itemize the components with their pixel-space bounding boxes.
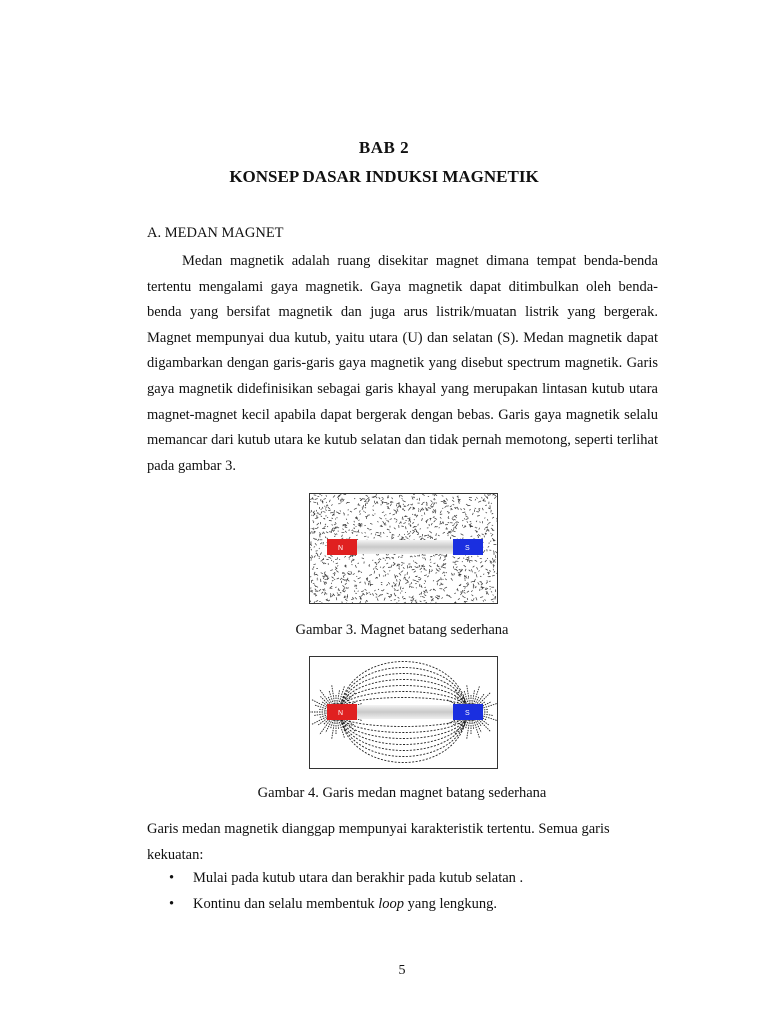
bullet-icon: • [169,895,175,912]
list-item-text: Mulai pada kutub utara dan berakhir pada kutub selatan . [193,870,524,886]
characteristics-paragraph: Garis medan magnetik dianggap mempunyai karakteristik tertentu. Semua garis kekuatan: [147,821,610,863]
page-number: 5 [398,963,406,978]
figure-field-lines [309,656,498,769]
magnet-bar [342,705,466,719]
intro-paragraph: Medan magnetik adalah ruang disekitar magnet dimana tempat benda-benda tertentu mengalami gaya magnetik. Gaya magnetik dapat ditimbulkan oleh benda-benda yang bersifat magnetik dan juga arus listrik/muatan listrik yang bergerak. Magnet mempunyai dua kutub, yaitu utara (U) dan selatan (S). Medan magnetik dapat digambarkan dengan garis-garis gaya magnetik yang disebut spectrum magnetik. Garis gaya magnetik didefinisikan sebagai garis khayal yang merupakan lintasan kutub utara magnet-magnet kecil apabila dapat bergerak dengan bebas. Garis gaya magnetik selalu memancar dari kutub utara ke kutub selatan dan tidak pernah memotong, seperti terlihat pada gambar 3. [147,253,658,474]
south-pole-label: S [465,545,470,552]
magnet-bar [342,540,466,554]
north-pole-label: N [338,710,344,717]
bar-magnet-illustration [310,494,497,603]
list-item [147,866,658,892]
figure-4-caption: Gambar 4. Garis medan magnet batang sederhana [257,785,547,801]
north-pole-label: N [338,545,344,552]
bullet-icon: • [169,870,175,886]
figure-3-caption: Gambar 3. Magnet batang sederhana [295,622,509,638]
chapter-title: KONSEP DASAR INDUKSI MAGNETIK [229,167,539,186]
section-heading: A. MEDAN MAGNET [147,225,284,241]
list-item [147,892,658,918]
south-pole-label: S [465,710,470,717]
chapter-number: BAB 2 [358,138,410,157]
field-lines-illustration [310,657,497,768]
figure-bar-magnet [309,493,498,604]
list-item-text-after: yang lengkung. [404,895,498,912]
list-item-italic: loop [378,895,405,912]
list-item-text-before: Kontinu dan selalu membentuk [193,895,379,912]
characteristics-list [147,866,658,917]
